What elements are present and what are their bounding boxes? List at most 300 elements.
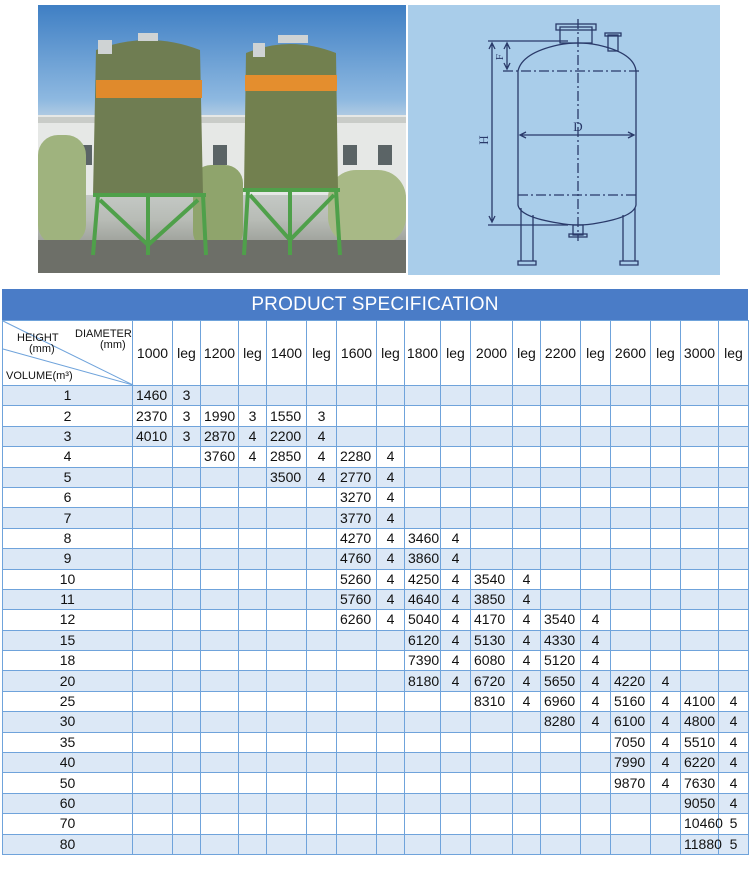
leg-count-cell (307, 508, 337, 528)
table-row (3, 671, 749, 691)
height-cell (611, 834, 651, 854)
leg-count-cell (377, 426, 405, 446)
height-cell (267, 569, 307, 589)
leg-count-cell (173, 487, 201, 507)
height-cell (611, 467, 651, 487)
height-cell (611, 406, 651, 426)
leg-count-cell (307, 386, 337, 406)
height-cell: 4640 (405, 589, 441, 609)
leg-count-cell (173, 773, 201, 793)
leg-count-cell (173, 753, 201, 773)
leg-count-cell (173, 528, 201, 548)
height-cell (337, 814, 377, 834)
height-cell (405, 753, 441, 773)
leg-count-cell: 4 (441, 528, 471, 548)
leg-count-cell (651, 528, 681, 548)
height-cell (337, 691, 377, 711)
leg-count-cell (513, 834, 541, 854)
height-cell (201, 753, 239, 773)
height-cell (133, 569, 173, 589)
height-cell (471, 753, 513, 773)
h-dimension-arrow (489, 43, 495, 222)
height-cell (267, 691, 307, 711)
leg-count-cell: 3 (173, 406, 201, 426)
leg-count-cell (173, 508, 201, 528)
height-cell (201, 834, 239, 854)
table-row (3, 549, 749, 569)
leg-count-cell (239, 589, 267, 609)
leg-count-cell (581, 508, 611, 528)
height-cell (405, 773, 441, 793)
leg-count-cell (581, 834, 611, 854)
label-f: F (494, 53, 506, 61)
height-cell: 6080 (471, 651, 513, 671)
height-cell (267, 589, 307, 609)
height-cell (133, 589, 173, 609)
height-cell (681, 508, 719, 528)
leg-count-cell (719, 589, 749, 609)
height-cell (471, 528, 513, 548)
leg-count-cell (307, 732, 337, 752)
volume-cell: 70 (3, 814, 133, 834)
leg-count-cell (651, 487, 681, 507)
volume-label: VOLUME(m³) (6, 370, 73, 382)
leg-count-cell (719, 569, 749, 589)
table-row (3, 569, 749, 589)
leg-count-cell (239, 569, 267, 589)
leg-count-cell (513, 487, 541, 507)
leg-count-cell (307, 793, 337, 813)
volume-cell: 18 (3, 651, 133, 671)
leg-count-cell (307, 630, 337, 650)
height-cell (681, 589, 719, 609)
height-cell: 3500 (267, 467, 307, 487)
height-cell (611, 447, 651, 467)
height-cell (681, 610, 719, 630)
leg-count-cell: 4 (719, 753, 749, 773)
leg-count-cell: 4 (651, 671, 681, 691)
leg-count-cell (581, 793, 611, 813)
height-cell (405, 487, 441, 507)
height-cell (133, 671, 173, 691)
leg-count-cell: 4 (441, 589, 471, 609)
volume-cell: 5 (3, 467, 133, 487)
height-cell (201, 508, 239, 528)
leg-count-cell (441, 814, 471, 834)
leg-count-cell: 4 (441, 630, 471, 650)
leg-count-cell (719, 508, 749, 528)
leg-count-cell (719, 406, 749, 426)
leg-count-cell (377, 386, 405, 406)
height-cell (337, 712, 377, 732)
height-cell (405, 467, 441, 487)
column-header-leg: leg (239, 321, 267, 386)
height-cell (337, 630, 377, 650)
height-cell: 9870 (611, 773, 651, 793)
leg-count-cell (513, 528, 541, 548)
leg-count-cell (651, 589, 681, 609)
leg-count-cell: 4 (513, 691, 541, 711)
column-header-leg: leg (441, 321, 471, 386)
leg-count-cell (239, 651, 267, 671)
leg-count-cell (239, 487, 267, 507)
leg-count-cell (441, 426, 471, 446)
volume-cell: 6 (3, 487, 133, 507)
height-cell (337, 426, 377, 446)
height-cell: 5160 (611, 691, 651, 711)
height-cell (133, 610, 173, 630)
height-cell (267, 834, 307, 854)
height-cell (267, 528, 307, 548)
leg-count-cell (441, 732, 471, 752)
leg-count-cell (239, 671, 267, 691)
leg-count-cell (719, 426, 749, 446)
table-row (3, 691, 749, 711)
leg-count-cell (307, 549, 337, 569)
height-cell (133, 753, 173, 773)
height-cell: 6260 (337, 610, 377, 630)
height-cell: 7990 (611, 753, 651, 773)
leg-count-cell: 4 (377, 589, 405, 609)
height-cell (133, 549, 173, 569)
height-cell (611, 630, 651, 650)
height-cell: 5650 (541, 671, 581, 691)
leg-count-cell: 3 (239, 406, 267, 426)
leg-count-cell (377, 406, 405, 426)
leg-count-cell (307, 691, 337, 711)
column-header-diameter: 1000 (133, 321, 173, 386)
leg-count-cell (307, 814, 337, 834)
leg-count-cell (173, 447, 201, 467)
volume-cell: 2 (3, 406, 133, 426)
leg-count-cell (513, 406, 541, 426)
volume-cell: 60 (3, 793, 133, 813)
leg-count-cell (513, 467, 541, 487)
volume-cell: 12 (3, 610, 133, 630)
leg-count-cell (513, 426, 541, 446)
table-row (3, 426, 749, 446)
height-cell (405, 793, 441, 813)
leg-count-cell: 4 (651, 691, 681, 711)
table-row (3, 651, 749, 671)
tank-schematic (408, 5, 720, 275)
height-cell (267, 671, 307, 691)
height-cell (611, 426, 651, 446)
height-cell: 9050 (681, 793, 719, 813)
height-cell (337, 793, 377, 813)
height-cell (267, 630, 307, 650)
leg-count-cell (719, 528, 749, 548)
header-row (3, 321, 749, 386)
height-cell (337, 651, 377, 671)
leg-count-cell: 4 (581, 630, 611, 650)
height-cell (681, 467, 719, 487)
height-cell: 6120 (405, 630, 441, 650)
leg-count-cell (377, 753, 405, 773)
height-cell: 6100 (611, 712, 651, 732)
leg-count-cell (307, 671, 337, 691)
leg-count-cell (239, 773, 267, 793)
leg-count-cell: 4 (441, 569, 471, 589)
height-cell: 2770 (337, 467, 377, 487)
height-cell (201, 528, 239, 548)
height-cell (541, 569, 581, 589)
height-cell: 7630 (681, 773, 719, 793)
leg-count-cell (513, 549, 541, 569)
height-cell: 4250 (405, 569, 441, 589)
height-cell (337, 406, 377, 426)
height-cell (471, 732, 513, 752)
leg-count-cell (239, 610, 267, 630)
leg-count-cell (173, 691, 201, 711)
height-cell (681, 671, 719, 691)
leg-count-cell (651, 467, 681, 487)
table-row (3, 528, 749, 548)
column-header-leg: leg (719, 321, 749, 386)
height-cell (267, 753, 307, 773)
volume-cell: 35 (3, 732, 133, 752)
height-cell (133, 814, 173, 834)
leg-count-cell (581, 487, 611, 507)
height-cell (611, 508, 651, 528)
leg-count-cell (173, 549, 201, 569)
leg-count-cell (513, 447, 541, 467)
spec-table (2, 320, 749, 855)
leg-count-cell (441, 508, 471, 528)
column-header-diameter: 1200 (201, 321, 239, 386)
height-cell (201, 549, 239, 569)
height-cell (133, 712, 173, 732)
height-cell: 4330 (541, 630, 581, 650)
height-cell (405, 834, 441, 854)
height-cell (541, 732, 581, 752)
height-cell (201, 487, 239, 507)
height-cell: 3770 (337, 508, 377, 528)
height-cell (201, 793, 239, 813)
leg-count-cell (441, 712, 471, 732)
leg-count-cell (651, 651, 681, 671)
height-cell (541, 406, 581, 426)
table-row (3, 793, 749, 813)
leg-count-cell: 4 (513, 630, 541, 650)
table-row (3, 467, 749, 487)
leg-count-cell (173, 630, 201, 650)
leg-count-cell (239, 467, 267, 487)
height-cell (201, 610, 239, 630)
height-cell (611, 528, 651, 548)
leg-count-cell (441, 773, 471, 793)
leg-count-cell (307, 753, 337, 773)
height-cell (681, 487, 719, 507)
height-cell (133, 732, 173, 752)
column-header-diameter: 2600 (611, 321, 651, 386)
height-cell (611, 569, 651, 589)
leg-count-cell: 4 (377, 508, 405, 528)
leg-count-cell: 4 (719, 691, 749, 711)
leg-count-cell (651, 610, 681, 630)
leg-count-cell (173, 671, 201, 691)
leg-count-cell: 4 (307, 447, 337, 467)
leg-count-cell: 4 (651, 753, 681, 773)
leg-count-cell: 4 (581, 651, 611, 671)
leg-count-cell: 4 (513, 589, 541, 609)
volume-cell: 8 (3, 528, 133, 548)
leg-count-cell (719, 386, 749, 406)
leg-count-cell (239, 834, 267, 854)
height-cell: 7390 (405, 651, 441, 671)
height-cell (471, 549, 513, 569)
leg-count-cell (581, 447, 611, 467)
leg-count-cell (307, 651, 337, 671)
height-cell: 4760 (337, 549, 377, 569)
height-label: HEIGHT (17, 332, 59, 344)
leg-count-cell (377, 834, 405, 854)
height-cell (471, 467, 513, 487)
height-cell (337, 732, 377, 752)
height-cell (201, 651, 239, 671)
leg-count-cell (307, 569, 337, 589)
leg-count-cell (173, 610, 201, 630)
height-cell: 4800 (681, 712, 719, 732)
leg-count-cell (513, 732, 541, 752)
leg-count-cell: 4 (441, 549, 471, 569)
leg-count-cell (719, 487, 749, 507)
column-header-diameter: 1400 (267, 321, 307, 386)
table-row (3, 589, 749, 609)
height-cell (337, 386, 377, 406)
leg-count-cell (173, 732, 201, 752)
height-cell: 6220 (681, 753, 719, 773)
leg-count-cell: 4 (239, 426, 267, 446)
height-cell (471, 793, 513, 813)
leg-count-cell (719, 447, 749, 467)
height-cell: 4170 (471, 610, 513, 630)
leg-count-cell: 4 (651, 773, 681, 793)
height-cell: 5260 (337, 569, 377, 589)
height-cell: 5040 (405, 610, 441, 630)
height-cell (133, 651, 173, 671)
height-cell (471, 386, 513, 406)
leg-count-cell (651, 814, 681, 834)
leg-count-cell: 4 (513, 671, 541, 691)
leg-count-cell: 4 (377, 549, 405, 569)
height-cell (267, 732, 307, 752)
column-header-diameter: 3000 (681, 321, 719, 386)
height-cell (541, 447, 581, 467)
leg-count-cell (651, 630, 681, 650)
leg-count-cell (239, 630, 267, 650)
height-cell (267, 793, 307, 813)
leg-count-cell (307, 487, 337, 507)
corner-header (3, 321, 133, 386)
leg-count-cell (239, 814, 267, 834)
column-header-leg: leg (651, 321, 681, 386)
leg-count-cell (581, 467, 611, 487)
height-cell: 3760 (201, 447, 239, 467)
height-cell (681, 651, 719, 671)
height-cell: 1550 (267, 406, 307, 426)
height-cell (201, 712, 239, 732)
leg-count-cell (651, 569, 681, 589)
volume-cell: 10 (3, 569, 133, 589)
height-cell (405, 814, 441, 834)
leg-count-cell (581, 773, 611, 793)
leg-count-cell (513, 753, 541, 773)
leg-count-cell: 3 (173, 426, 201, 446)
height-cell: 7050 (611, 732, 651, 752)
height-cell (541, 814, 581, 834)
height-cell (267, 651, 307, 671)
table-row (3, 508, 749, 528)
leg-count-cell: 4 (719, 773, 749, 793)
leg-count-cell (377, 630, 405, 650)
volume-cell: 20 (3, 671, 133, 691)
height-cell: 3540 (541, 610, 581, 630)
leg-count-cell (513, 386, 541, 406)
leg-count-cell (441, 487, 471, 507)
column-header-diameter: 2000 (471, 321, 513, 386)
leg-count-cell (719, 630, 749, 650)
height-cell (611, 651, 651, 671)
height-cell: 3860 (405, 549, 441, 569)
leg-count-cell (651, 549, 681, 569)
volume-cell: 25 (3, 691, 133, 711)
leg-count-cell: 4 (377, 447, 405, 467)
label-d: D (573, 119, 583, 134)
height-cell (133, 793, 173, 813)
table-row (3, 814, 749, 834)
leg-count-cell (581, 406, 611, 426)
height-cell: 5760 (337, 589, 377, 609)
height-cell: 8280 (541, 712, 581, 732)
height-cell: 5130 (471, 630, 513, 650)
leg-count-cell (581, 814, 611, 834)
leg-count-cell (173, 467, 201, 487)
height-cell: 5120 (541, 651, 581, 671)
height-cell (133, 834, 173, 854)
leg-count-cell (307, 712, 337, 732)
leg-count-cell (173, 834, 201, 854)
leg-count-cell: 4 (719, 712, 749, 732)
leg-count-cell: 4 (441, 651, 471, 671)
volume-cell: 9 (3, 549, 133, 569)
height-cell (681, 630, 719, 650)
height-cell (133, 508, 173, 528)
height-cell (541, 589, 581, 609)
leg-count-cell: 5 (719, 814, 749, 834)
height-cell (681, 528, 719, 548)
leg-count-cell (651, 793, 681, 813)
leg-count-cell (377, 712, 405, 732)
height-cell (681, 386, 719, 406)
leg-count-cell: 3 (173, 386, 201, 406)
leg-count-cell (581, 549, 611, 569)
leg-count-cell: 4 (651, 712, 681, 732)
height-cell (201, 773, 239, 793)
height-cell (681, 406, 719, 426)
leg-count-cell (173, 793, 201, 813)
height-cell (541, 773, 581, 793)
leg-count-cell (307, 528, 337, 548)
leg-count-cell (581, 569, 611, 589)
leg-count-cell (651, 426, 681, 446)
leg-count-cell (377, 732, 405, 752)
leg-count-cell (651, 834, 681, 854)
leg-count-cell: 4 (719, 793, 749, 813)
height-cell (471, 773, 513, 793)
leg-count-cell (513, 814, 541, 834)
volume-cell: 30 (3, 712, 133, 732)
